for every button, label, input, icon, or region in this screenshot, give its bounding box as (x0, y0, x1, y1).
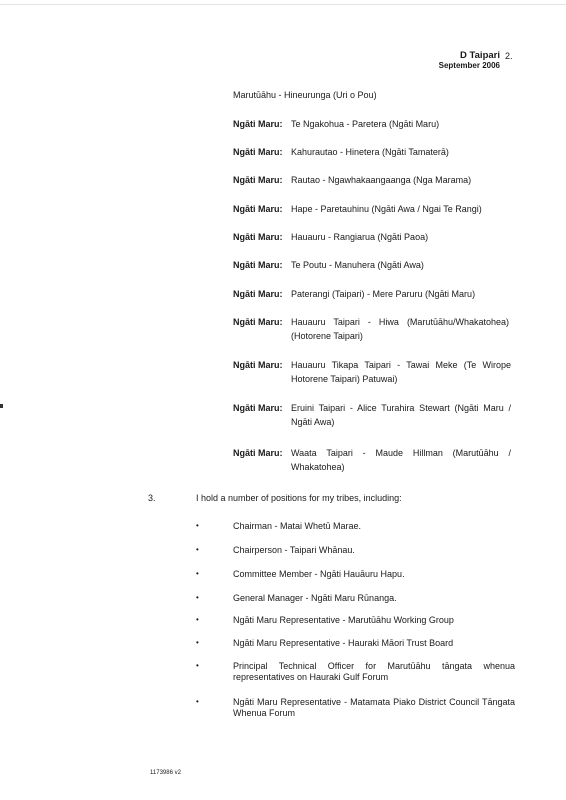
scan-mark (0, 404, 3, 408)
lineage-entry: Te Poutu - Manuhera (Ngāti Awa) (291, 260, 424, 270)
lineage-tribe: Ngāti Maru: (233, 204, 283, 214)
lineage-tribe: Ngāti Maru: (233, 289, 283, 299)
bullet-icon: • (196, 697, 199, 706)
lineage-row (233, 230, 513, 244)
paragraph-number: 3. (148, 493, 156, 503)
lineage-entry: Waata Taipari - Maude Hillman (Marutūāhu / Whakatohea) (291, 448, 511, 472)
lineage-row (233, 173, 513, 187)
page-number: 2. (505, 51, 513, 61)
header-date: September 2006 (438, 61, 500, 70)
lineage-row (233, 315, 513, 343)
scan-edge-line (0, 4, 566, 5)
lineage-first: Marutūāhu - Hineurunga (Uri o Pou) (233, 90, 377, 100)
lineage-entry: Hape - Paretauhinu (Ngāti Awa / Ngai Te Rangi) (291, 204, 482, 214)
lineage-tribe: Ngāti Maru: (233, 448, 283, 458)
position-item: Principal Technical Officer for Marutūāhu tāngata whenua representatives on Hauraki Gulf Forum (233, 661, 515, 682)
position-item: Committee Member - Ngāti Hauāuru Hapu. (233, 569, 405, 579)
document-header (410, 50, 500, 71)
lineage-row (233, 202, 513, 216)
lineage-row (233, 358, 513, 386)
position-item: Ngāti Maru Representative - Hauraki Māori Trust Board (233, 638, 454, 648)
header-author: D Taipari (460, 50, 500, 61)
lineage-row (233, 401, 513, 429)
document-reference: 1173986 v2 (150, 770, 181, 776)
lineage-row (233, 145, 513, 159)
bullet-icon: • (196, 615, 199, 624)
position-item: Ngāti Maru Representative - Marutūāhu Working Group (233, 615, 454, 625)
lineage-row (233, 287, 513, 301)
lineage-tribe: Ngāti Maru: (233, 260, 283, 270)
lineage-entry: Kahurautao - Hinetera (Ngāti Tamaterā) (291, 147, 449, 157)
bullet-icon: • (196, 661, 199, 670)
lineage-tribe: Ngāti Maru: (233, 360, 283, 370)
lineage-entry: Hauauru - Rangiarua (Ngāti Paoa) (291, 232, 429, 242)
lineage-entry: Te Ngakohua - Paretera (Ngāti Maru) (291, 119, 440, 129)
bullet-icon: • (196, 569, 199, 578)
bullet-icon: • (196, 545, 199, 554)
lineage-entry: Eruini Taipari - Alice Turahira Stewart (Ngāti Maru / Ngāti Awa) (291, 403, 511, 427)
lineage-tribe: Ngāti Maru: (233, 119, 283, 129)
position-item: Chairman - Matai Whetū Marae. (233, 521, 362, 531)
bullet-icon: • (196, 593, 199, 602)
lineage-tribe: Ngāti Maru: (233, 175, 283, 185)
lineage-row (233, 117, 513, 131)
lineage-entry: Hauauru Tikapa Taipari - Tawai Meke (Te Wirope Hotorene Taipari) Patuwai) (291, 360, 511, 384)
paragraph-text: I hold a number of positions for my tribes, including: (196, 493, 402, 503)
lineage-tribe: Ngāti Maru: (233, 147, 283, 157)
lineage-entry: Rautao - Ngawhakaangaanga (Nga Marama) (291, 175, 472, 185)
lineage-entry: Paterangi (Taipari) - Mere Paruru (Ngāti Maru) (291, 289, 476, 299)
lineage-row (233, 258, 513, 272)
lineage-entry: Hauauru Taipari - Hiwa (Marutūāhu/Whakatohea) (Hotorene Taipari) (291, 317, 509, 341)
lineage-tribe: Ngāti Maru: (233, 317, 283, 327)
position-item: Ngāti Maru Representative - Matamata Piako District Council Tāngata Whenua Forum (233, 697, 515, 718)
position-item: General Manager - Ngāti Maru Rūnanga. (233, 593, 397, 603)
lineage-row (233, 446, 513, 474)
bullet-icon: • (196, 638, 199, 647)
lineage-tribe: Ngāti Maru: (233, 232, 283, 242)
bullet-icon: • (196, 521, 199, 530)
position-item: Chairperson - Taipari Whānau. (233, 545, 355, 555)
lineage-tribe: Ngāti Maru: (233, 403, 283, 413)
